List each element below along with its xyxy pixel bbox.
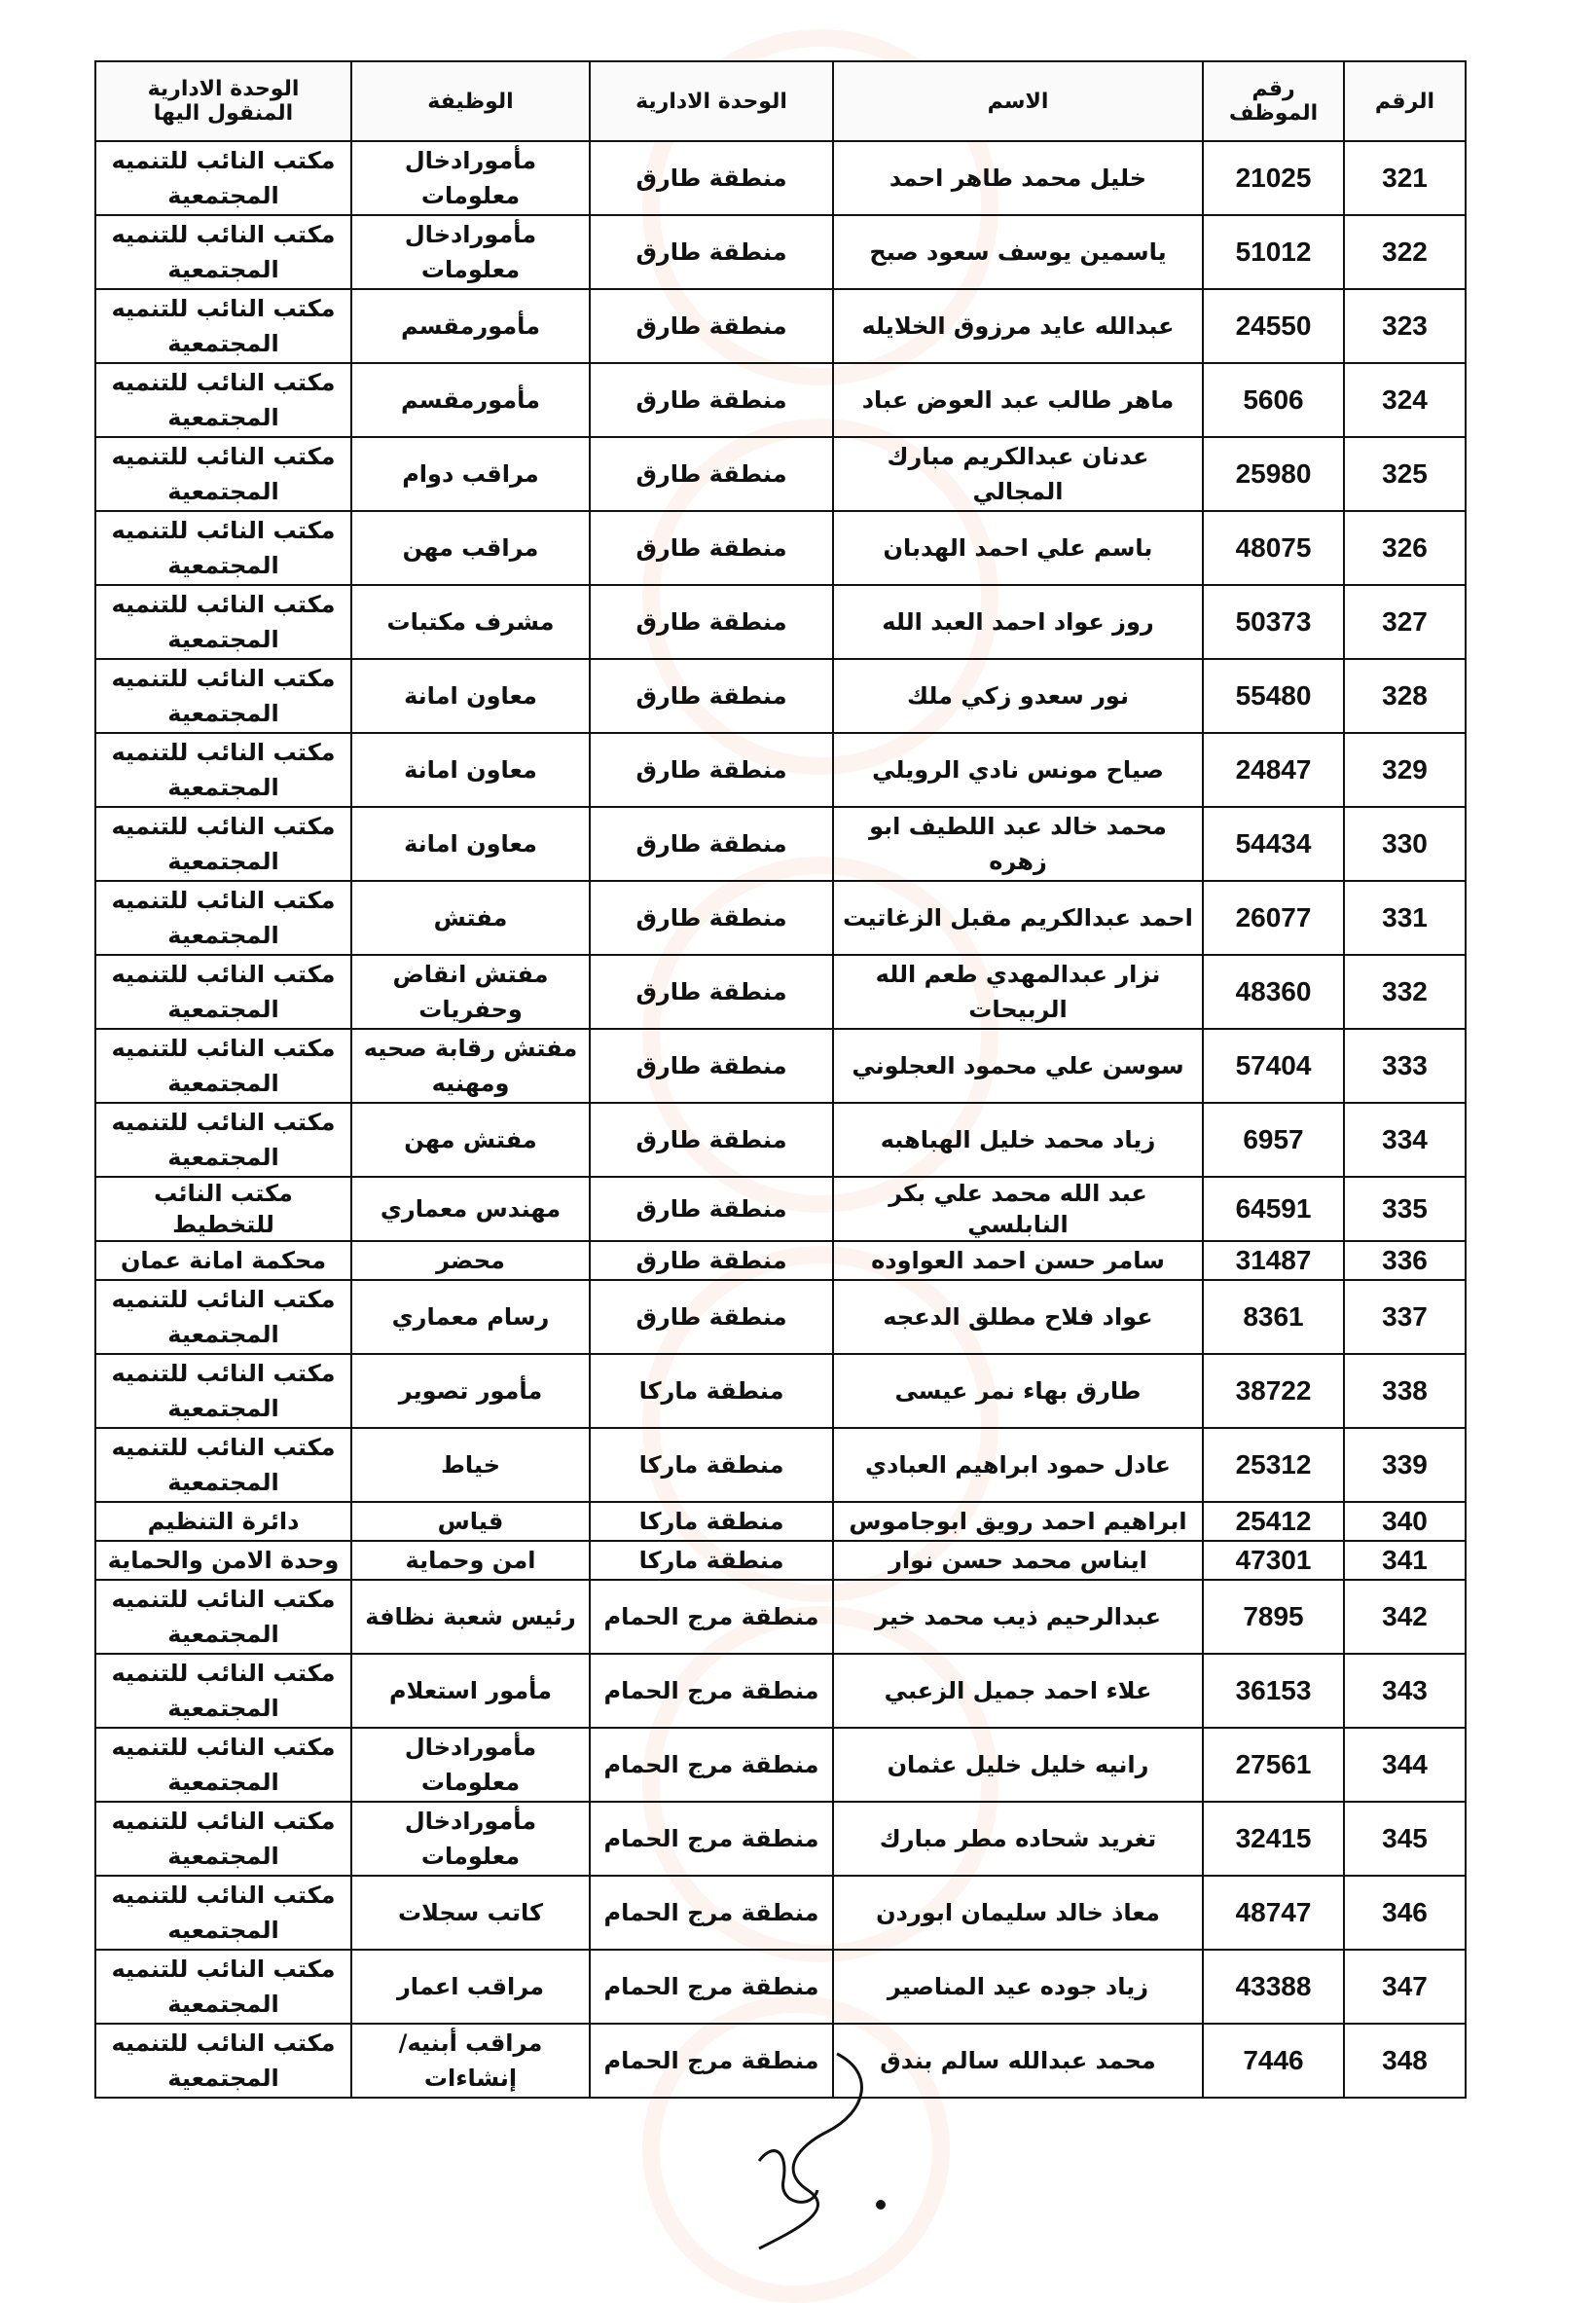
cell-unit: منطقة طارق xyxy=(590,363,833,437)
table-row xyxy=(95,1802,1466,1876)
cell-num: 346 xyxy=(1344,1876,1466,1950)
header-emp-id: رقم الموظف xyxy=(1203,61,1344,141)
cell-job: رسام معماري xyxy=(351,1280,590,1354)
table-row xyxy=(95,659,1466,733)
signature-mark xyxy=(720,2044,944,2268)
cell-job: مأمور تصوير xyxy=(351,1354,590,1428)
cell-target: مكتب النائب للتنميه المجتمعية xyxy=(95,1802,351,1876)
header-target: الوحدة الادارية المنقول اليها xyxy=(95,61,351,141)
cell-emp-id: 55480 xyxy=(1203,659,1344,733)
cell-job: مأمورادخال معلومات xyxy=(351,1728,590,1802)
cell-emp-id: 47301 xyxy=(1203,1541,1344,1580)
cell-name: زياد محمد خليل الهباهبه xyxy=(833,1103,1203,1177)
table-row xyxy=(95,215,1466,289)
cell-target: مكتب النائب للتنميه المجتمعية xyxy=(95,363,351,437)
cell-target: مكتب النائب للتنميه المجتمعيه xyxy=(95,1876,351,1950)
cell-target: محكمة امانة عمان xyxy=(95,1241,351,1280)
cell-name: سوسن علي محمود العجلوني xyxy=(833,1029,1203,1103)
cell-unit: منطقة مرج الحمام xyxy=(590,1876,833,1950)
cell-target: مكتب النائب للتنميه المجتمعية xyxy=(95,1029,351,1103)
header-unit: الوحدة الادارية xyxy=(590,61,833,141)
cell-emp-id: 24847 xyxy=(1203,733,1344,807)
cell-unit: منطقة مرج الحمام xyxy=(590,1654,833,1728)
table-row xyxy=(95,1280,1466,1354)
cell-name: علاء احمد جميل الزعبي xyxy=(833,1654,1203,1728)
cell-num: 328 xyxy=(1344,659,1466,733)
cell-name: عبد الله محمد علي بكر النابلسي xyxy=(833,1177,1203,1241)
cell-target: مكتب النائب للتنميه المجتمعية xyxy=(95,1280,351,1354)
cell-target: مكتب النائب للتنميه المجتمعية xyxy=(95,881,351,955)
cell-unit: منطقة مرج الحمام xyxy=(590,1950,833,2024)
cell-job: مفتش مهن xyxy=(351,1103,590,1177)
cell-name: سامر حسن احمد العواوده xyxy=(833,1241,1203,1280)
cell-unit: منطقة طارق xyxy=(590,289,833,363)
cell-emp-id: 31487 xyxy=(1203,1241,1344,1280)
cell-emp-id: 38722 xyxy=(1203,1354,1344,1428)
header-num: الرقم xyxy=(1344,61,1466,141)
cell-target: مكتب النائب للتنميه المجتمعية xyxy=(95,1354,351,1428)
cell-name: محمد خالد عبد اللطيف ابو زهره xyxy=(833,807,1203,881)
table-row xyxy=(95,881,1466,955)
cell-emp-id: 48075 xyxy=(1203,511,1344,585)
cell-target: مكتب النائب للتنميه المجتمعية xyxy=(95,289,351,363)
cell-unit: منطقة طارق xyxy=(590,585,833,659)
cell-name: خليل محمد طاهر احمد xyxy=(833,141,1203,215)
table-row xyxy=(95,1029,1466,1103)
cell-target: مكتب النائب للتنميه المجتمعية xyxy=(95,215,351,289)
cell-num: 331 xyxy=(1344,881,1466,955)
cell-num: 333 xyxy=(1344,1029,1466,1103)
cell-unit: منطقة طارق xyxy=(590,881,833,955)
cell-emp-id: 48747 xyxy=(1203,1876,1344,1950)
cell-name: عبدالرحيم ذيب محمد خير xyxy=(833,1580,1203,1654)
cell-unit: منطقة طارق xyxy=(590,141,833,215)
cell-job: مأمورمقسم xyxy=(351,289,590,363)
cell-name: صياح مونس نادي الرويلي xyxy=(833,733,1203,807)
cell-unit: منطقة طارق xyxy=(590,955,833,1029)
cell-unit: منطقة ماركا xyxy=(590,1541,833,1580)
cell-unit: منطقة طارق xyxy=(590,807,833,881)
cell-target: مكتب النائب للتنميه المجتمعية xyxy=(95,1728,351,1802)
table-row xyxy=(95,511,1466,585)
cell-target: مكتب النائب للتنميه المجتمعية xyxy=(95,141,351,215)
cell-unit: منطقة مرج الحمام xyxy=(590,1580,833,1654)
table-row xyxy=(95,1876,1466,1950)
table-row xyxy=(95,1103,1466,1177)
cell-num: 345 xyxy=(1344,1802,1466,1876)
cell-job: مأمورادخال معلومات xyxy=(351,215,590,289)
cell-emp-id: 6957 xyxy=(1203,1103,1344,1177)
cell-unit: منطقة مرج الحمام xyxy=(590,1802,833,1876)
cell-name: احمد عبدالكريم مقبل الزغاتيت xyxy=(833,881,1203,955)
cell-num: 343 xyxy=(1344,1654,1466,1728)
cell-target: مكتب النائب للتنميه المجتمعية xyxy=(95,511,351,585)
cell-emp-id: 25412 xyxy=(1203,1502,1344,1541)
table-row xyxy=(95,1354,1466,1428)
cell-unit: منطقة طارق xyxy=(590,1280,833,1354)
cell-unit: منطقة طارق xyxy=(590,1241,833,1280)
cell-unit: منطقة مرج الحمام xyxy=(590,2024,833,2098)
cell-unit: منطقة طارق xyxy=(590,1029,833,1103)
cell-name: زياد جوده عيد المناصير xyxy=(833,1950,1203,2024)
cell-num: 324 xyxy=(1344,363,1466,437)
cell-num: 337 xyxy=(1344,1280,1466,1354)
cell-job: مأمورادخال معلومات xyxy=(351,141,590,215)
header-job: الوظيفة xyxy=(351,61,590,141)
cell-job: مراقب مهن xyxy=(351,511,590,585)
cell-target: مكتب النائب للتنميه المجتمعية xyxy=(95,1580,351,1654)
cell-job: مراقب أبنيه/إنشاءات xyxy=(351,2024,590,2098)
cell-num: 341 xyxy=(1344,1541,1466,1580)
cell-target: وحدة الامن والحماية xyxy=(95,1541,351,1580)
cell-unit: منطقة ماركا xyxy=(590,1428,833,1502)
cell-emp-id: 43388 xyxy=(1203,1950,1344,2024)
cell-name: عواد فلاح مطلق الدعجه xyxy=(833,1280,1203,1354)
cell-unit: منطقة طارق xyxy=(590,733,833,807)
cell-num: 321 xyxy=(1344,141,1466,215)
table-row xyxy=(95,1241,1466,1280)
cell-target: مكتب النائب للتنميه المجتمعية xyxy=(95,733,351,807)
cell-target: مكتب النائب للتخطيط xyxy=(95,1177,351,1241)
cell-target: دائرة التنظيم xyxy=(95,1502,351,1541)
cell-num: 323 xyxy=(1344,289,1466,363)
cell-num: 339 xyxy=(1344,1428,1466,1502)
cell-name: ماهر طالب عبد العوض عباد xyxy=(833,363,1203,437)
table-row xyxy=(95,807,1466,881)
cell-job: مفتش xyxy=(351,881,590,955)
cell-job: معاون امانة xyxy=(351,807,590,881)
cell-target: مكتب النائب للتنميه المجتمعية xyxy=(95,955,351,1029)
cell-num: 330 xyxy=(1344,807,1466,881)
cell-emp-id: 26077 xyxy=(1203,881,1344,955)
cell-num: 338 xyxy=(1344,1354,1466,1428)
cell-unit: منطقة مرج الحمام xyxy=(590,1728,833,1802)
cell-emp-id: 25980 xyxy=(1203,437,1344,511)
table-row xyxy=(95,289,1466,363)
cell-num: 348 xyxy=(1344,2024,1466,2098)
cell-target: مكتب النائب للتنميه المجتمعية xyxy=(95,1950,351,2024)
cell-emp-id: 27561 xyxy=(1203,1728,1344,1802)
cell-emp-id: 51012 xyxy=(1203,215,1344,289)
cell-emp-id: 21025 xyxy=(1203,141,1344,215)
cell-unit: منطقة ماركا xyxy=(590,1354,833,1428)
table-row xyxy=(95,1428,1466,1502)
table-row xyxy=(95,585,1466,659)
cell-emp-id: 5606 xyxy=(1203,363,1344,437)
cell-emp-id: 48360 xyxy=(1203,955,1344,1029)
cell-unit: منطقة طارق xyxy=(590,659,833,733)
cell-emp-id: 36153 xyxy=(1203,1654,1344,1728)
cell-target: مكتب النائب للتنميه المجتمعية xyxy=(95,1654,351,1728)
cell-emp-id: 7446 xyxy=(1203,2024,1344,2098)
cell-unit: منطقة طارق xyxy=(590,437,833,511)
cell-job: معاون امانة xyxy=(351,733,590,807)
cell-job: مراقب اعمار xyxy=(351,1950,590,2024)
cell-emp-id: 50373 xyxy=(1203,585,1344,659)
cell-target: مكتب النائب للتنميه المجتمعية xyxy=(95,659,351,733)
cell-name: ياسمين يوسف سعود صبح xyxy=(833,215,1203,289)
table-body xyxy=(95,141,1466,2098)
cell-name: معاذ خالد سليمان ابوردن xyxy=(833,1876,1203,1950)
cell-name: محمد عبدالله سالم بندق xyxy=(833,2024,1203,2098)
cell-name: عبدالله عايد مرزوق الخلايله xyxy=(833,289,1203,363)
cell-num: 322 xyxy=(1344,215,1466,289)
cell-target: مكتب النائب للتنميه المجتمعية xyxy=(95,585,351,659)
table-row xyxy=(95,363,1466,437)
cell-emp-id: 64591 xyxy=(1203,1177,1344,1241)
cell-num: 347 xyxy=(1344,1950,1466,2024)
cell-emp-id: 24550 xyxy=(1203,289,1344,363)
cell-target: مكتب النائب للتنميه المجتمعية xyxy=(95,1103,351,1177)
cell-emp-id: 32415 xyxy=(1203,1802,1344,1876)
table-row xyxy=(95,1541,1466,1580)
cell-num: 329 xyxy=(1344,733,1466,807)
cell-job: مشرف مكتبات xyxy=(351,585,590,659)
table-row xyxy=(95,733,1466,807)
cell-target: مكتب النائب للتنميه المجتمعية xyxy=(95,1428,351,1502)
cell-name: تغريد شحاده مطر مبارك xyxy=(833,1802,1203,1876)
cell-job: قياس xyxy=(351,1502,590,1541)
table-row xyxy=(95,1654,1466,1728)
cell-target: مكتب النائب للتنميه المجتمعية xyxy=(95,437,351,511)
cell-emp-id: 8361 xyxy=(1203,1280,1344,1354)
cell-name: باسم علي احمد الهدبان xyxy=(833,511,1203,585)
cell-unit: منطقة ماركا xyxy=(590,1502,833,1541)
cell-num: 342 xyxy=(1344,1580,1466,1654)
cell-name: ايناس محمد حسن نوار xyxy=(833,1541,1203,1580)
cell-job: محضر xyxy=(351,1241,590,1280)
table-row xyxy=(95,1580,1466,1654)
cell-name: نزار عبدالمهدي طعم الله الربيحات xyxy=(833,955,1203,1029)
cell-name: عادل حمود ابراهيم العبادي xyxy=(833,1428,1203,1502)
table-row xyxy=(95,1728,1466,1802)
employee-transfer-table xyxy=(94,60,1467,2099)
cell-emp-id: 57404 xyxy=(1203,1029,1344,1103)
cell-job: مهندس معماري xyxy=(351,1177,590,1241)
cell-unit: منطقة طارق xyxy=(590,215,833,289)
cell-job: رئيس شعبة نظافة xyxy=(351,1580,590,1654)
cell-unit: منطقة طارق xyxy=(590,1103,833,1177)
cell-unit: منطقة طارق xyxy=(590,511,833,585)
header-name: الاسم xyxy=(833,61,1203,141)
cell-job: مفتش رقابة صحيه ومهنيه xyxy=(351,1029,590,1103)
cell-job: مأمور استعلام xyxy=(351,1654,590,1728)
cell-job: مأمورادخال معلومات xyxy=(351,1802,590,1876)
cell-job: مأمورمقسم xyxy=(351,363,590,437)
cell-num: 326 xyxy=(1344,511,1466,585)
cell-emp-id: 7895 xyxy=(1203,1580,1344,1654)
cell-name: ابراهيم احمد رويق ابوجاموس xyxy=(833,1502,1203,1541)
table-row xyxy=(95,1177,1466,1241)
table-row xyxy=(95,955,1466,1029)
cell-job: امن وحماية xyxy=(351,1541,590,1580)
cell-name: نور سعدو زكي ملك xyxy=(833,659,1203,733)
table-row xyxy=(95,141,1466,215)
cell-num: 332 xyxy=(1344,955,1466,1029)
table-row xyxy=(95,437,1466,511)
cell-num: 325 xyxy=(1344,437,1466,511)
cell-num: 327 xyxy=(1344,585,1466,659)
table-row xyxy=(95,1502,1466,1541)
table-header-row xyxy=(95,61,1466,141)
cell-num: 340 xyxy=(1344,1502,1466,1541)
cell-name: عدنان عبدالكريم مبارك المجالي xyxy=(833,437,1203,511)
cell-name: طارق بهاء نمر عيسى xyxy=(833,1354,1203,1428)
cell-job: كاتب سجلات xyxy=(351,1876,590,1950)
cell-job: مراقب دوام xyxy=(351,437,590,511)
cell-name: روز عواد احمد العبد الله xyxy=(833,585,1203,659)
cell-emp-id: 54434 xyxy=(1203,807,1344,881)
table-row xyxy=(95,1950,1466,2024)
cell-unit: منطقة طارق xyxy=(590,1177,833,1241)
cell-target: مكتب النائب للتنميه المجتمعية xyxy=(95,2024,351,2098)
cell-job: خياط xyxy=(351,1428,590,1502)
cell-name: رانيه خليل خليل عثمان xyxy=(833,1728,1203,1802)
cell-job: مفتش انقاض وحفريات xyxy=(351,955,590,1029)
cell-num: 335 xyxy=(1344,1177,1466,1241)
cell-emp-id: 25312 xyxy=(1203,1428,1344,1502)
cell-num: 336 xyxy=(1344,1241,1466,1280)
cell-num: 334 xyxy=(1344,1103,1466,1177)
cell-target: مكتب النائب للتنميه المجتمعية xyxy=(95,807,351,881)
cell-job: معاون امانة xyxy=(351,659,590,733)
cell-num: 344 xyxy=(1344,1728,1466,1802)
